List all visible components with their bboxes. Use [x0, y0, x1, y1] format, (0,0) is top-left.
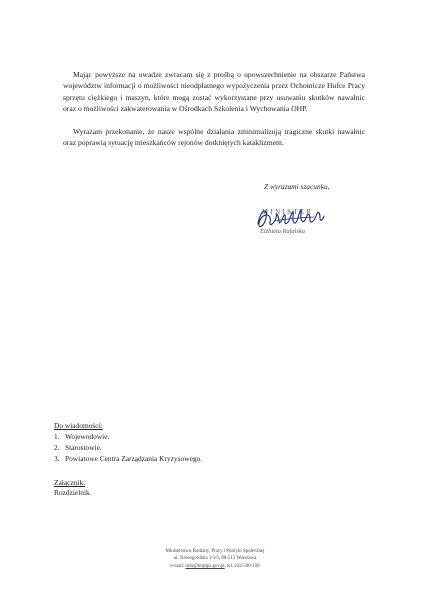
closing-phrase: Z wyrazami szacunku,	[264, 182, 330, 191]
footer-phone: , tel. 222-500-108	[224, 563, 260, 569]
attachment-value: Rozdzielnik.	[54, 488, 92, 497]
handwritten-signature	[254, 200, 326, 234]
list-item-number: 1.	[54, 432, 60, 441]
list-item-number: 2.	[54, 443, 60, 452]
list-item-number: 3.	[54, 454, 60, 463]
body-paragraph-1: Mając powyższe na uwadze zwracam się z prośbą o upowszechnienie na obszarze Państwa województw informacji o możliwości nieodpłatnego wypożyczenia przez Ochotnicze Hufce Pracy sprzętu ciężkiego i maszyn, które mogą zostać wykorzystane przy usuwaniu skutków nawałnic oraz o możliwości zakwaterowania w Ośrodkach Szkolenia i Wychowania OHP.	[63, 70, 365, 114]
stamp-title: MINISTER	[262, 209, 314, 216]
distribution-list	[54, 431, 202, 464]
footer-ministry: Ministerstwo Rodziny, Pracy i Polityki Społecznej	[165, 549, 265, 554]
body-paragraph-2: Wyrażam przekonanie, że nasze wspólne działania zminimalizują tragiczne skutki nawałnic oraz poprawią sytuację mieszkańców rejonów dotkniętych kataklizmem.	[63, 127, 365, 148]
stamp-name: Elżbieta Rafalska	[260, 228, 305, 235]
list-item	[54, 431, 202, 442]
list-item	[54, 442, 202, 453]
footer-address	[120, 548, 310, 570]
list-item-text: Powiatowe Centra Zarządzania Kryzysowego.	[65, 454, 203, 463]
distribution-label: Do wiadomości:	[54, 421, 103, 430]
footer-street: ul. Nowogrodzka 1/3/5, 00-513 Warszawa	[173, 556, 257, 562]
list-item-text: Wojewodowie.	[65, 432, 110, 441]
footer-contact	[120, 563, 310, 570]
list-item-text: Starostowie.	[65, 443, 102, 452]
attachment-label: Załącznik:	[54, 478, 86, 487]
footer-email-prefix: e-mail:	[170, 563, 186, 569]
list-item	[54, 453, 202, 464]
footer-email-link[interactable]: info@mrpips.gov.pl	[185, 563, 225, 569]
